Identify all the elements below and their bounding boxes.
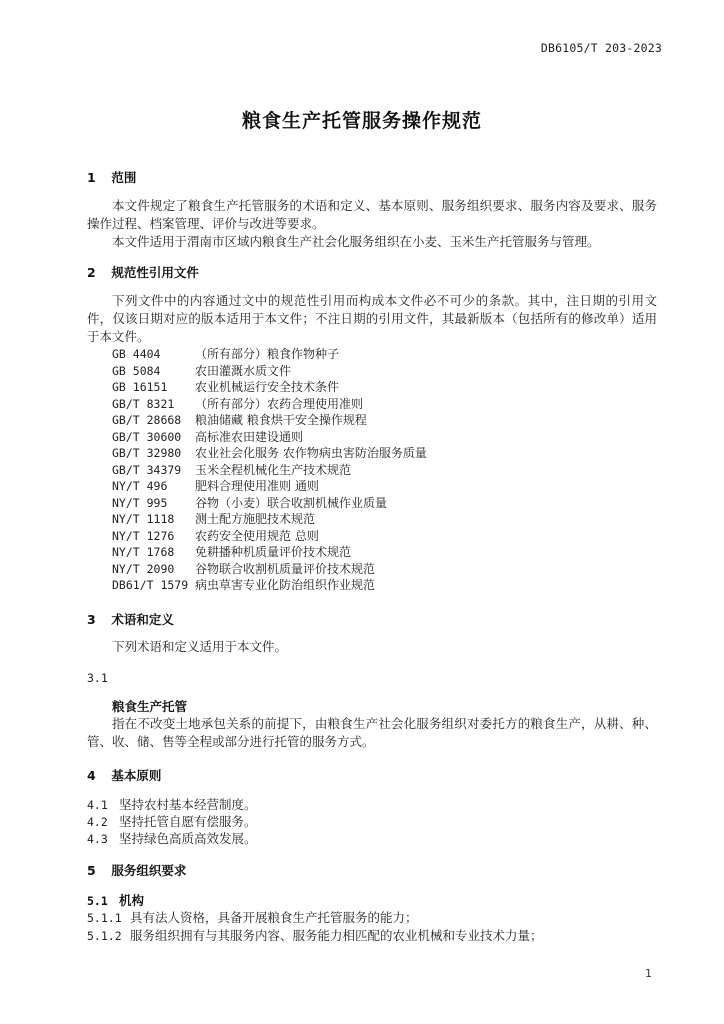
reference-name: 农业机械运行安全技术条件: [195, 380, 340, 394]
reference-code: DB61/T 1579: [112, 578, 189, 592]
reference-code: GB/T 28668: [112, 413, 182, 427]
subsection-title: 机构: [119, 893, 145, 908]
reference-row: [112, 461, 351, 478]
clause-text: 坚持绿色高质高效发展。: [119, 831, 257, 846]
reference-code: GB/T 30600: [112, 430, 182, 444]
section-number: 3: [87, 612, 96, 627]
section-2-heading: [87, 263, 199, 281]
reference-name: （所有部分）粮食作物种子: [195, 347, 340, 361]
section-number: 2: [87, 265, 96, 280]
section-number: 4: [87, 768, 96, 783]
section-1-paragraph-1: 本文件规定了粮食生产托管服务的术语和定义、基本原则、服务组织要求、服务内容及要求、服务操作过程、档案管理、评价与改进等要求。: [87, 198, 657, 231]
reference-row: [112, 543, 351, 560]
reference-name: 谷物（小麦）联合收割机械作业质量: [195, 496, 388, 510]
reference-code: NY/T 1118: [112, 512, 175, 526]
section-1-paragraph-2: 本文件适用于渭南市区域内粮食生产社会化服务组织在小麦、玉米生产托管服务与管理。: [112, 234, 600, 249]
section-1-heading: [87, 168, 136, 186]
reference-name: 测土配方施肥技术规范: [195, 512, 316, 526]
reference-name: 农业社会化服务 农作物病虫害防治服务质量: [195, 446, 427, 460]
clause-number: 5.1.2: [87, 929, 122, 943]
section-3-heading: [87, 610, 174, 628]
section-number: 5: [87, 863, 96, 878]
reference-code: GB/T 8321: [112, 397, 175, 411]
reference-name: 谷物联合收割机质量评价技术规范: [195, 562, 376, 576]
reference-row: [112, 345, 339, 362]
reference-row: [112, 378, 339, 395]
term-number: 3.1: [87, 671, 108, 685]
reference-code: GB 16151: [112, 380, 168, 394]
page-number: 1: [645, 967, 652, 980]
section-title: 规范性引用文件: [111, 265, 199, 280]
reference-row: [112, 527, 319, 544]
reference-row: [112, 395, 363, 412]
clause-number: 4.3: [87, 832, 108, 846]
reference-code: NY/T 496: [112, 479, 168, 493]
reference-row: [112, 576, 375, 593]
reference-name: 玉米全程机械化生产技术规范: [195, 463, 352, 477]
clause-item: [87, 829, 257, 847]
reference-code: GB/T 34379: [112, 463, 182, 477]
reference-code: GB 4404: [112, 347, 161, 361]
clause-item: [87, 812, 257, 830]
reference-name: 肥料合理使用准则 通则: [195, 479, 319, 493]
clause-text: 具有法人资格，具备开展粮食生产托管服务的能力；: [130, 910, 418, 925]
clause-item: [87, 795, 257, 813]
section-5-heading: [87, 861, 186, 879]
clause-item: [87, 926, 543, 944]
subsection-number: 5.1: [87, 894, 108, 908]
reference-name: 粮油储藏 粮食烘干安全操作规程: [195, 413, 367, 427]
subsection-5-1-heading: [87, 891, 144, 909]
reference-name: （所有部分）农药合理使用准则: [195, 397, 364, 411]
reference-row: [112, 560, 375, 577]
reference-row: [112, 444, 427, 461]
reference-row: [112, 477, 319, 494]
reference-row: [112, 510, 315, 527]
clause-item: [87, 908, 418, 926]
document-number: DB6105/T 203-2023: [540, 41, 662, 55]
reference-code: GB/T 32980: [112, 446, 182, 460]
section-number: 1: [87, 170, 96, 185]
clause-text: 坚持托管自愿有偿服务。: [119, 814, 257, 829]
section-3-paragraph-1: 下列术语和定义适用于本文件。: [112, 639, 288, 654]
clause-number: 4.1: [87, 798, 108, 812]
reference-row: [112, 362, 291, 379]
reference-code: NY/T 2090: [112, 562, 175, 576]
reference-code: NY/T 1276: [112, 529, 175, 543]
term-definition: 指在不改变土地承包关系的前提下，由粮食生产社会化服务组织对委托方的粮食生产，从耕、种、管、收、储、售等全程或部分进行托管的服务方式。: [87, 716, 657, 749]
reference-name: 病虫草害专业化防治组织作业规范: [195, 578, 376, 592]
clause-text: 服务组织拥有与其服务内容、服务能力相匹配的农业机械和专业技术力量；: [130, 928, 543, 943]
section-4-heading: [87, 766, 161, 784]
section-title: 服务组织要求: [111, 863, 187, 878]
reference-row: [112, 494, 387, 511]
clause-number: 5.1.1: [87, 911, 122, 925]
document-title: 粮食生产托管服务操作规范: [241, 110, 482, 132]
reference-row: [112, 411, 367, 428]
reference-code: NY/T 1768: [112, 545, 175, 559]
reference-code: NY/T 995: [112, 496, 168, 510]
clause-number: 4.2: [87, 815, 108, 829]
reference-row: [112, 428, 303, 445]
reference-code: GB 5084: [112, 364, 161, 378]
clause-text: 坚持农村基本经营制度。: [119, 797, 257, 812]
reference-name: 高标准农田建设通则: [195, 430, 304, 444]
section-title: 基本原则: [111, 768, 162, 783]
reference-name: 农田灌溉水质文件: [195, 364, 292, 378]
reference-name: 免耕播种机质量评价技术规范: [195, 545, 352, 559]
section-title: 术语和定义: [111, 612, 174, 627]
section-2-paragraph-1: 下列文件中的内容通过文中的规范性引用而构成本文件必不可少的条款。其中，注日期的引用文件，仅该日期对应的版本适用于本文件；不注日期的引用文件，其最新版本（包括所有的修改单）适用于本文件。: [87, 293, 657, 344]
term-name: 粮食生产托管: [112, 699, 188, 714]
section-title: 范围: [111, 170, 137, 185]
reference-name: 农药安全使用规范 总则: [195, 529, 319, 543]
